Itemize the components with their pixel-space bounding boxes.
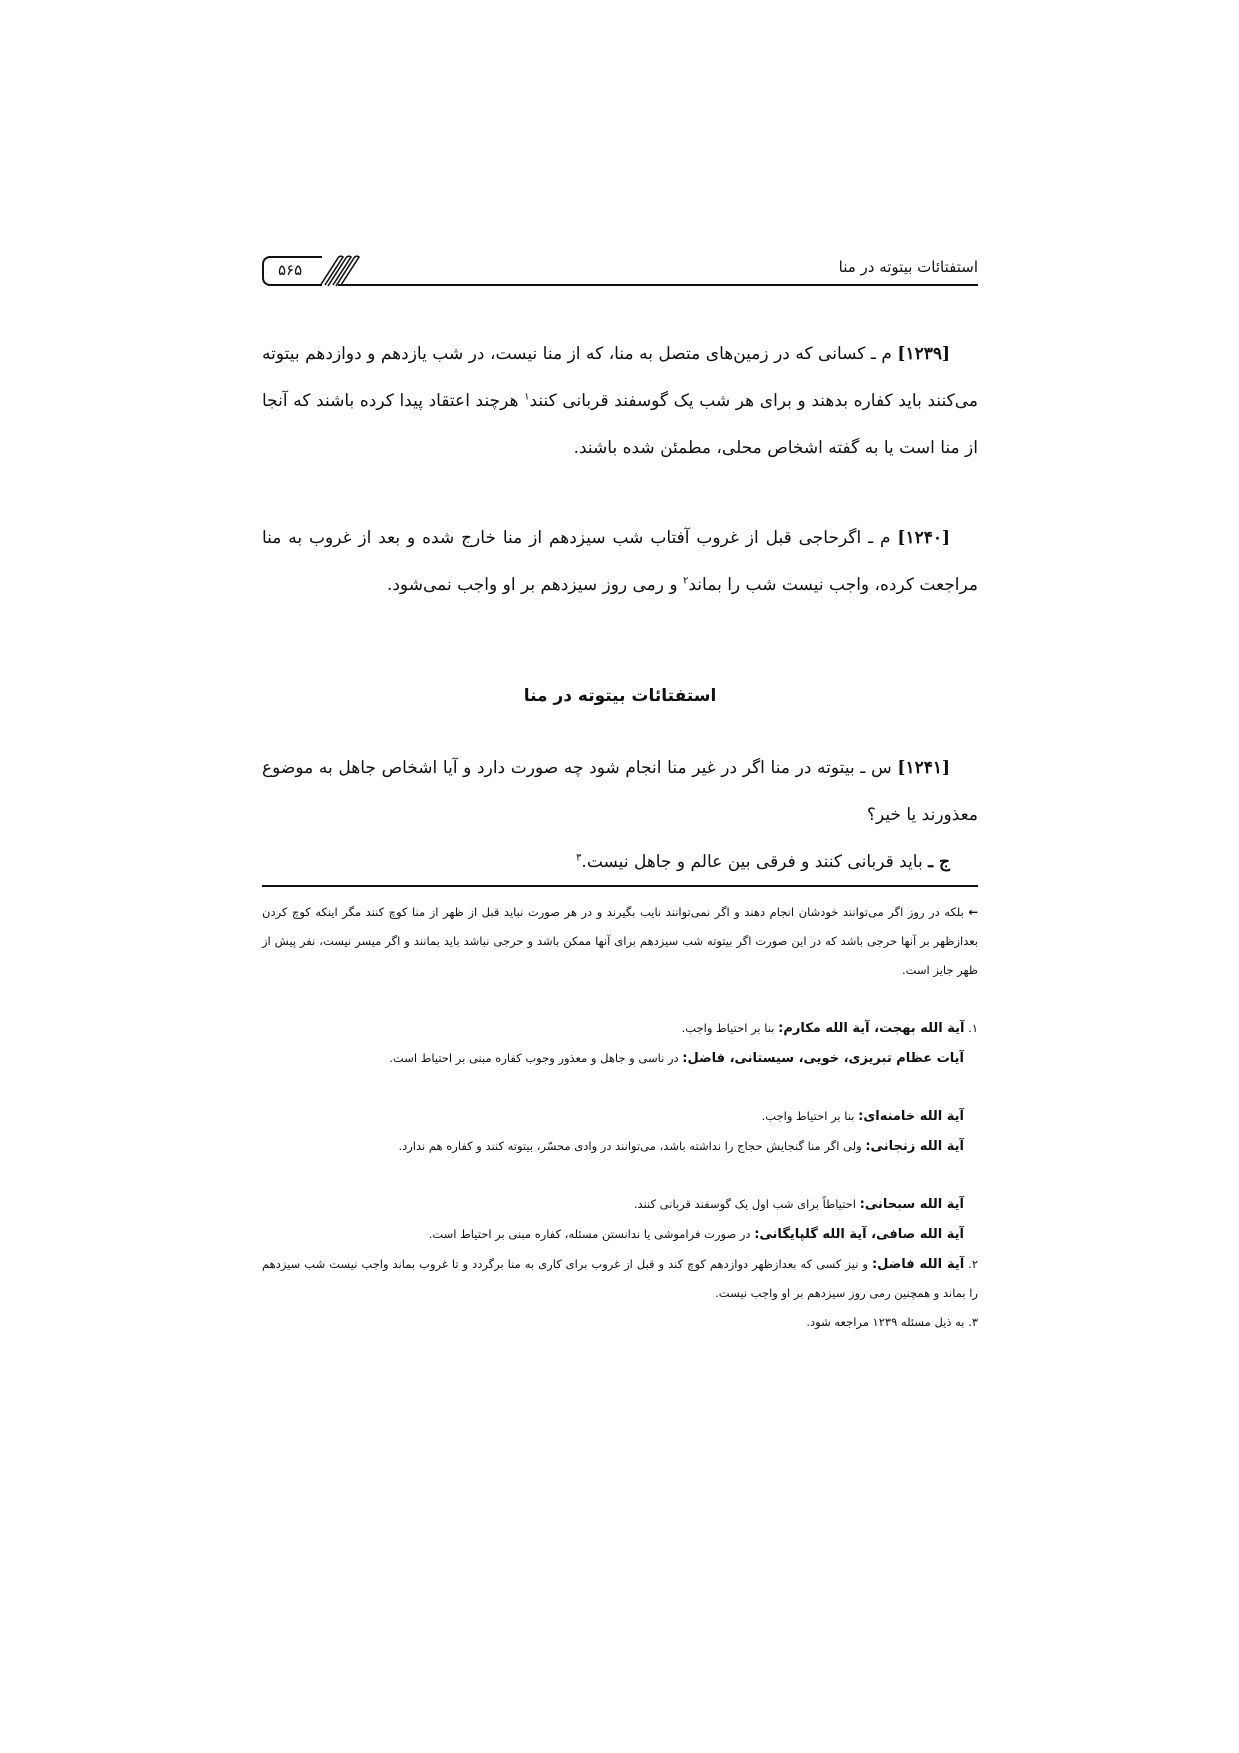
continuation-arrow-icon: ← bbox=[968, 905, 978, 919]
footnote-1-opinion bbox=[262, 1044, 978, 1073]
header-rule bbox=[360, 284, 978, 286]
footnote-authorities: آیة الله زنجانی: bbox=[865, 1139, 964, 1154]
footnote-ref-2[interactable]: ۲ bbox=[683, 575, 689, 587]
footnote-authorities: آیة الله فاضل: bbox=[871, 1257, 965, 1272]
footnote-authorities: آیة الله بهجت، آیة الله مکارم: bbox=[778, 1021, 965, 1036]
answer-text: باید قربانی کنند و فرقی بین عالم و جاهل نیست. bbox=[581, 852, 923, 872]
running-header-title: استفتائات بیتوته در منا bbox=[838, 258, 978, 276]
ruling-text: اگرحاجی قبل از غروب آفتاب شب سیزدهم از منا خارج شده و بعد از غروب به منا مراجعت کرده، واجب نیست شب را بماند bbox=[262, 528, 978, 595]
footnote-divider bbox=[262, 885, 978, 887]
question-marker: س ـ bbox=[860, 758, 892, 778]
question-text: بیتوته در منا اگر در غیر منا انجام شود چه صورت دارد و آیا اشخاص جاهل به موضوع معذورند یا خیر؟ bbox=[262, 758, 978, 825]
footnote-text: احتیاطاً برای شب اول یک گوسفند قربانی کنند. bbox=[633, 1197, 860, 1211]
footnote-1 bbox=[262, 1014, 978, 1043]
footnote-1-opinion bbox=[262, 1190, 978, 1219]
footnote-authorities: آیة الله خامنه‌ای: bbox=[858, 1109, 964, 1124]
footnote-text: بنا بر احتیاط واجب. bbox=[681, 1021, 779, 1035]
footnote-3 bbox=[262, 1308, 978, 1337]
answer-1241 bbox=[262, 839, 978, 886]
footnote-text: بنا بر احتیاط واجب. bbox=[761, 1109, 859, 1123]
footnote-text: و نیز کسی که بعدازظهر دوازدهم کوچ کند و قبل از غروب برای کاری به منا برگردد و تا غروب بماند واجب نیست شب سیزدهم را بماند و همچنین رمی روز سیزدهم بر او واجب نیست. bbox=[262, 1257, 978, 1300]
footnote-2 bbox=[262, 1250, 978, 1308]
footnote-label: ۱. bbox=[968, 1021, 978, 1035]
section-title: استفتائات بیتوته در منا bbox=[523, 686, 717, 706]
footnote-text: ولی اگر منا گنجایش حجاج را نداشته باشد، می‌توانند در وادی محسّر، بیتوته کنند و کفاره هم ندارد. bbox=[398, 1139, 866, 1153]
footnote-ref-1[interactable]: ۱ bbox=[524, 391, 530, 403]
footnote-authorities: آیات عظام تبریزی، خویی، سیستانی، فاضل: bbox=[682, 1051, 964, 1066]
ruling-text-cont: هرچند اعتقاد پیدا کرده باشند که آنجا از منا است یا به گفته اشخاص محلی، مطمئن شده باشند. bbox=[262, 391, 978, 458]
footnote-text: در ناسی و جاهل و معذور وجوب کفاره مبنی بر احتیاط است. bbox=[389, 1051, 683, 1065]
footnote-1-opinion bbox=[262, 1220, 978, 1249]
footnote-label: ۳. bbox=[968, 1315, 978, 1329]
page-number-box bbox=[262, 256, 322, 286]
footnote-authorities: آیة الله صافی، آیة الله گلپایگانی: bbox=[754, 1227, 964, 1242]
footnote-text: در صورت فراموشی یا ندانستن مسئله، کفاره مبنی بر احتیاط است. bbox=[428, 1227, 755, 1241]
question-number: [۱۲۴۱] bbox=[897, 758, 951, 778]
question-1241 bbox=[262, 745, 978, 839]
book-page bbox=[262, 0, 978, 1753]
ruling-marker: م ـ bbox=[868, 528, 891, 548]
ruling-number: [۱۲۳۹] bbox=[897, 344, 951, 364]
footnote-ref-3[interactable]: ۳ bbox=[576, 852, 582, 864]
ruling-text-cont: و رمی روز سیزدهم بر او واجب نمی‌شود. bbox=[386, 575, 684, 595]
answer-marker: ج ـ bbox=[928, 852, 950, 872]
footnote-text: به ذیل مسئله ۱۲۳۹ مراجعه شود. bbox=[806, 1315, 965, 1329]
ruling-marker: م ـ bbox=[870, 344, 892, 364]
ruling-number: [۱۲۴۰] bbox=[897, 528, 951, 548]
decorative-stripes-icon bbox=[318, 254, 364, 288]
ruling-text: کسانی که در زمین‌های متصل به منا، که از منا نیست، در شب یازدهم و دوازدهم بیتوته می‌کنند باید کفاره بدهند و برای هر شب یک گوسفند قربانی کنند bbox=[262, 344, 978, 411]
footnote-text: بلکه در روز اگر می‌توانند خودشان انجام دهند و اگر نمی‌توانند نایب بگیرند و در هر صورت نباید قبل از ظهر از منا کوچ کنند مگر اینکه کوچ کردن بعدازظهر بر آنها حرجی باشد که در این صورت اگر بیتوته شب سیزدهم برای آنها ممکن باشد و حرجی نباشد باید بمانند و اگر میسر نیست، نفر پیش از ظهر جایز است. bbox=[262, 905, 978, 977]
footnote-continuation bbox=[262, 898, 978, 985]
footnote-authorities: آیة الله سبحانی: bbox=[859, 1197, 964, 1212]
footnote-1-opinion bbox=[262, 1132, 978, 1161]
ruling-1239 bbox=[262, 331, 978, 472]
ruling-1240 bbox=[262, 515, 978, 609]
footnote-1-opinion bbox=[262, 1102, 978, 1131]
footnote-label: ۲. bbox=[968, 1257, 979, 1271]
page-number: ۵۶۵ bbox=[278, 261, 303, 279]
